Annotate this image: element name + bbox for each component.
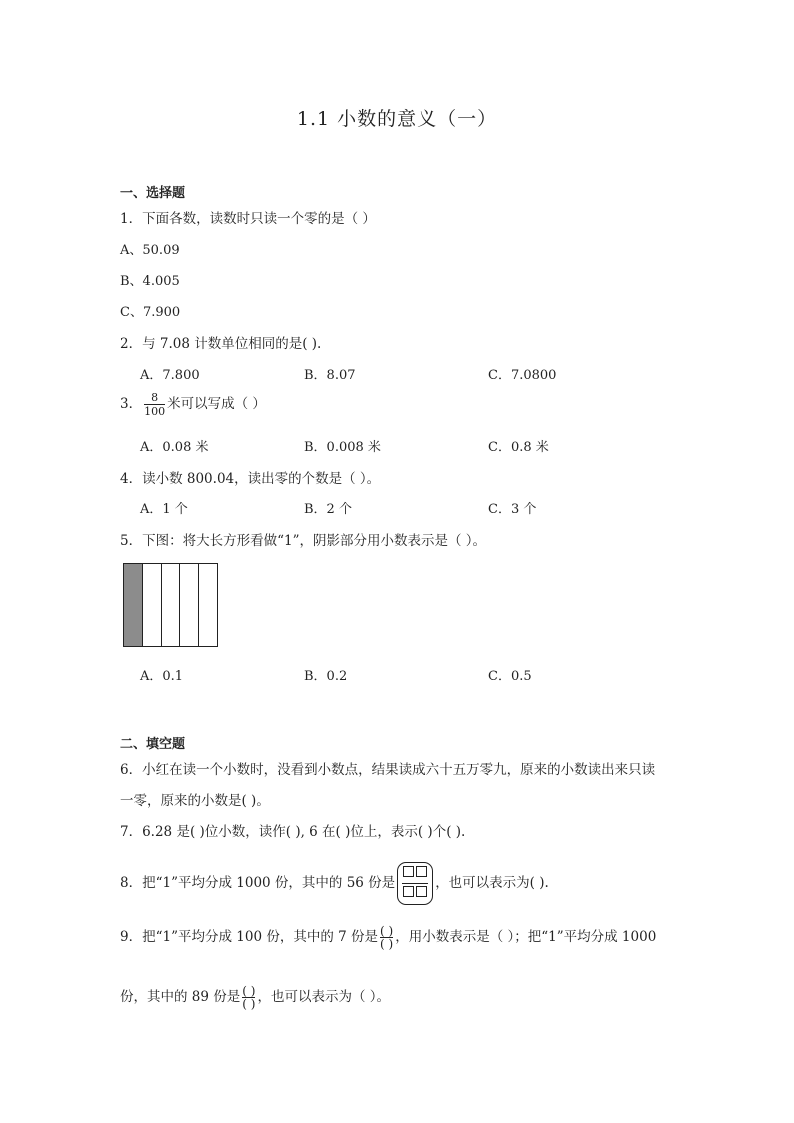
blank-square bbox=[403, 886, 414, 897]
question-4: 4．读小数 800.04，读出零的个数是（ ）。 bbox=[120, 471, 381, 487]
rectangle-figure bbox=[123, 563, 218, 647]
q2-option-c: C．7.0800 bbox=[488, 368, 557, 383]
q4-option-a: A．1 个 bbox=[140, 502, 188, 517]
figure-cell bbox=[199, 564, 217, 646]
question-6-line-2: 一零，原来的小数是( )。 bbox=[120, 793, 270, 809]
blank-square bbox=[416, 886, 427, 897]
q5-option-b: B．0.2 bbox=[304, 669, 348, 684]
q3-numerator: 8 bbox=[151, 391, 159, 404]
q9-line1-suffix: ，用小数表示是（ ）；把“1”平均分成 1000 bbox=[395, 929, 657, 945]
q1-option-b: B、4.005 bbox=[120, 274, 180, 289]
question-6-line-1: 6．小红在读一个小数时，没看到小数点，结果读成六十五万零九，原来的小数读出来只读 bbox=[120, 762, 656, 778]
q3-option-b: B．0.008 米 bbox=[304, 440, 381, 455]
q2-option-b: B．8.07 bbox=[304, 368, 356, 383]
q9-line2-suffix: ，也可以表示为（ ）。 bbox=[257, 989, 390, 1005]
q4-option-b: B．2 个 bbox=[304, 502, 352, 517]
q4-option-c: C．3 个 bbox=[488, 502, 537, 517]
q1-option-c: C、7.900 bbox=[120, 305, 181, 320]
q9-line2-prefix: 份，其中的 89 份是 bbox=[120, 989, 241, 1005]
blank-square bbox=[403, 866, 414, 877]
q3-prefix: 3． bbox=[120, 396, 143, 412]
q1-option-a: A、50.09 bbox=[120, 243, 180, 258]
q3-option-a: A．0.08 米 bbox=[140, 440, 209, 455]
section-heading-choice: 一、选择题 bbox=[120, 186, 186, 201]
question-5: 5．下图：将大长方形看做“1”，阴影部分用小数表示是（ ）。 bbox=[120, 533, 487, 549]
q8-suffix: ，也可以表示为( ). bbox=[435, 875, 549, 891]
question-9-line-2 bbox=[120, 985, 390, 1010]
q5-option-a: A．0.1 bbox=[140, 669, 184, 684]
blank-square bbox=[416, 866, 427, 877]
question-2: 2．与 7.08 计数单位相同的是( ). bbox=[120, 336, 322, 352]
figure-cell bbox=[180, 564, 199, 646]
q9-fraction-blank-2: ( ) ( ) bbox=[242, 984, 256, 1011]
shaded-cell bbox=[124, 564, 143, 646]
question-3 bbox=[120, 391, 266, 418]
q5-option-c: C．0.5 bbox=[488, 669, 532, 684]
q9-prefix: 9．把“1”平均分成 100 份，其中的 7 份是 bbox=[120, 929, 379, 945]
figure-cell bbox=[162, 564, 181, 646]
q9-fraction-blank-1: ( ) ( ) bbox=[380, 924, 394, 951]
question-9-line-1 bbox=[120, 925, 656, 950]
question-8 bbox=[120, 862, 549, 905]
page-title: 1.1 小数的意义（一） bbox=[296, 108, 498, 130]
q3-denominator: 100 bbox=[144, 405, 166, 418]
q3-option-c: C．0.8 米 bbox=[488, 440, 549, 455]
q3-fraction bbox=[144, 391, 165, 418]
section-heading-fill: 二、填空题 bbox=[120, 737, 186, 752]
question-7: 7．6.28 是( )位小数，读作( ), 6 在( )位上，表示( )个( ). bbox=[120, 824, 466, 840]
fraction-blank-box bbox=[397, 862, 433, 905]
figure-cell bbox=[143, 564, 162, 646]
question-1: 1．下面各数，读数时只读一个零的是（ ） bbox=[120, 211, 376, 227]
q8-prefix: 8．把“1”平均分成 1000 份，其中的 56 份是 bbox=[120, 875, 396, 891]
q3-suffix: 米可以写成（ ） bbox=[167, 396, 266, 412]
q2-option-a: A．7.800 bbox=[140, 368, 200, 383]
